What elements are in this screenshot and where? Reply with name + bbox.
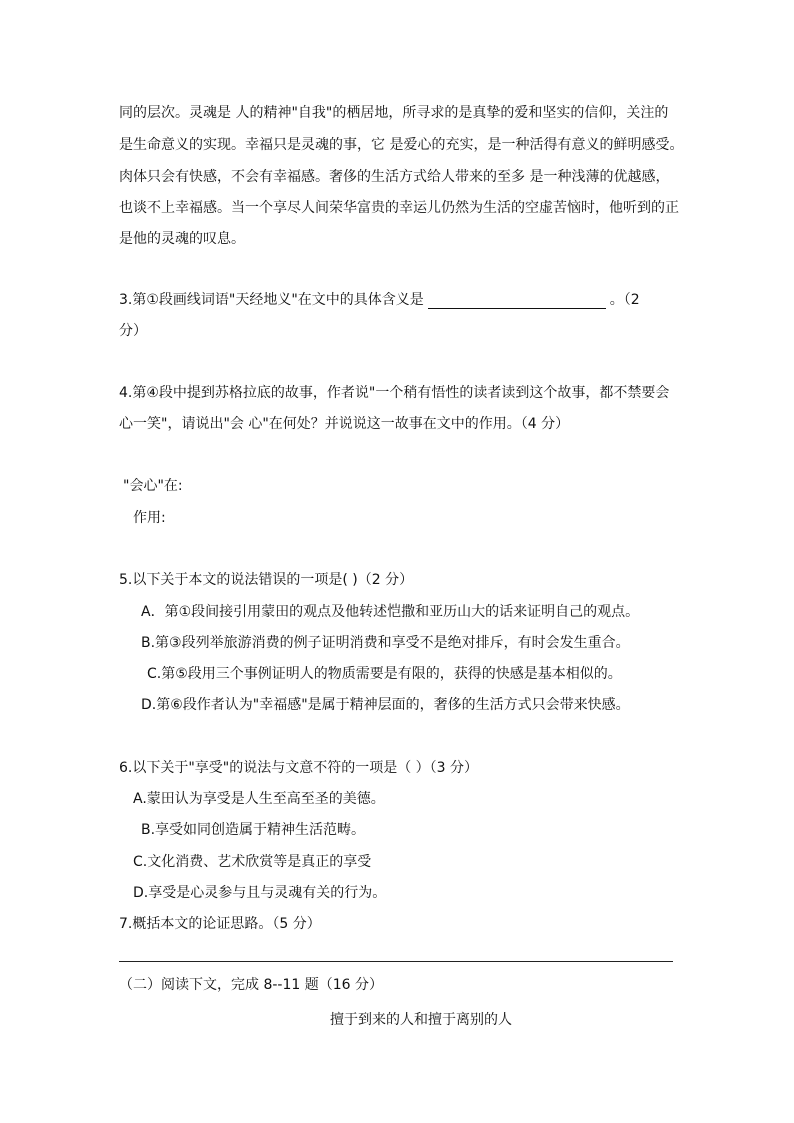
passage-line: 同的层次。灵魂是 人的精神"自我"的栖居地，所寻求的是真挚的爱和坚实的信仰，关注的 [119,105,669,121]
option-d: D.享受是心灵参与且与灵魂有关的行为。 [133,885,387,901]
answer-label-huixin: "会心"在: [123,478,183,494]
passage-line: 是他的灵魂的叹息。 [119,231,245,247]
question-3 [119,291,640,309]
answer-label-zuoyong: 作用: [133,510,166,526]
question-3-text: 3.第①段画线词语"天经地义"在文中的具体含义是 [119,292,424,308]
article-title: 擅于到来的人和擅于离别的人 [330,1012,512,1028]
passage-line: 也谈不上幸福感。当一个享尽人间荣华富贵的幸运儿仍然为生活的空虚苦恼时，他听到的正 [119,200,679,216]
question-3-cont: 分） [119,323,147,339]
option-c: C.第⑤段用三个事例证明人的物质需要是有限的，获得的快感是基本相似的。 [147,666,622,682]
option-c: C.文化消费、艺术欣赏等是真正的享受 [133,854,372,870]
option-d: D.第⑥段作者认为"幸福感"是属于精神层面的，奢侈的生活方式只会带来快感。 [141,697,630,713]
passage-line: 肉体只会有快感，不会有幸福感。奢侈的生活方式给人带来的至多 是一种浅薄的优越感， [119,169,670,185]
question-4-line2: 心一笑"，请说出"会 心"在何处？并说说这一故事在文中的作用。（4 分） [119,416,570,432]
option-b: B.享受如同创造属于精神生活范畴。 [141,822,366,838]
option-a: A.蒙田认为享受是人生至高至圣的美德。 [133,791,385,807]
question-7-stem: 7.概括本文的论证思路。（5 分） [119,916,321,932]
section-heading: （二）阅读下文，完成 8--11 题（16 分） [119,977,383,993]
divider-line [119,961,673,962]
question-5-stem: 5.以下关于本文的说法错误的一项是( )（2 分） [119,572,414,588]
question-3-score: 。（2 [609,292,640,308]
option-a: A．第①段间接引用蒙田的观点及他转述恺撒和亚历山大的话来证明自己的观点。 [141,604,640,620]
option-b: B.第③段列举旅游消费的例子证明消费和享受不是绝对排斥，有时会发生重合。 [141,635,630,651]
passage-line: 是生命意义的实现。幸福只是灵魂的事，它 是爱心的充实，是一种活得有意义的鲜明感受。 [119,137,684,153]
question-4-line1: 4.第④段中提到苏格拉底的故事，作者说"一个稍有悟性的读者读到这个故事，都不禁要会 [119,385,670,401]
question-6-stem: 6.以下关于"享受"的说法与文意不符的一项是（ ）（3 分） [119,760,479,776]
answer-blank[interactable] [428,294,606,309]
